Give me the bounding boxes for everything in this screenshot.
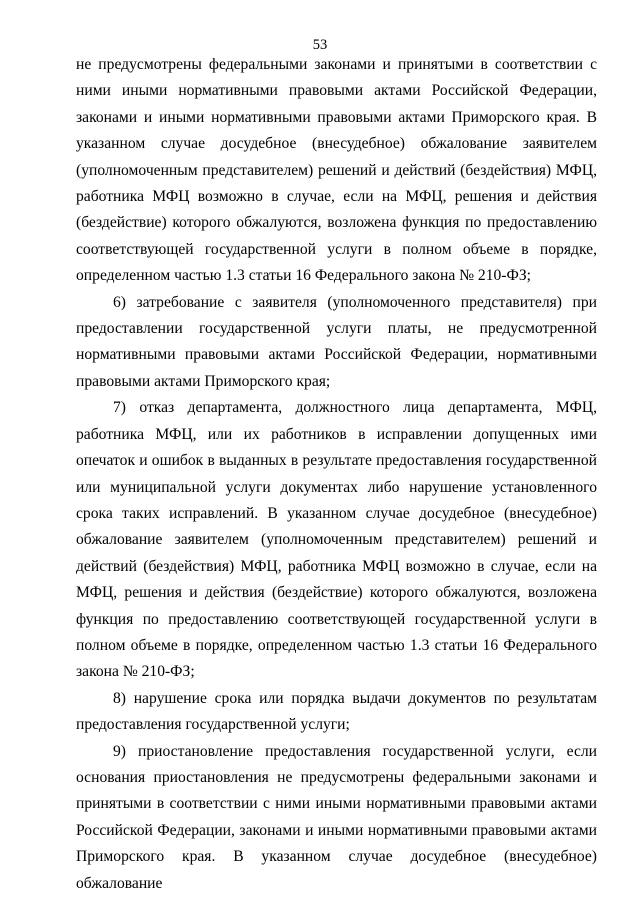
list-item-8: 8) нарушение срока или порядка выдачи документов по результатам предоставления государственной услуги; [76,689,597,734]
list-item-6: 6) затребование с заявителя (уполномоченного представителя) при предоставлении государственной услуги платы, не предусмотренной нормативными правовыми актами Российской Федерации, нормативными правовыми актами Приморского края; [76,293,597,390]
page-number: 53 [312,37,328,53]
list-item-7: 7) отказ департамента, должностного лица департамента, МФЦ, работника МФЦ, или их работников в исправлении допущенных ими опечаток и ошибок в выданных в результате предоставления государственной или муниципальной услуги документах либо нарушение установленного срока таких исправлений. В указанном случае досудебное (внесудебное) обжалование заявителем (уполномоченным представителем) решений и действий (бездействия) МФЦ, работника МФЦ возможно в случае, если на МФЦ, решения и действия (бездействие) которого обжалуются, возложена функция по предоставлению соответствующей государственной услуги в полном объеме в порядке, определенном частью 1.3 статьи 16 Федерального закона № 210-ФЗ; [76,399,597,681]
list-item-9: 9) приостановление предоставления государственной услуги, если основания приостановления не предусмотрены федеральными законами и принятыми в соответствии с ними иными нормативными правовыми актами Российской Федерации, законами и иными нормативными правовыми актами Приморского края. В указанном случае досудебное (внесудебное) обжалование [76,742,597,892]
document-body [76,52,597,897]
paragraph-continuation: не предусмотрены федеральными законами и принятыми в соответствии с ними иными нормативными правовыми актами Российской Федерации, законами и иными нормативными правовыми актами Приморского края. В указанном случае досудебное (внесудебное) обжалование заявителем (уполномоченным представителем) решений и действий (бездействия) МФЦ, работника МФЦ возможно в случае, если на МФЦ, решения и действия (бездействие) которого обжалуются, возложена функция по предоставлению соответствующей государственной услуги в полном объеме в порядке, определенном частью 1.3 статьи 16 Федерального закона № 210-ФЗ; [76,56,597,285]
